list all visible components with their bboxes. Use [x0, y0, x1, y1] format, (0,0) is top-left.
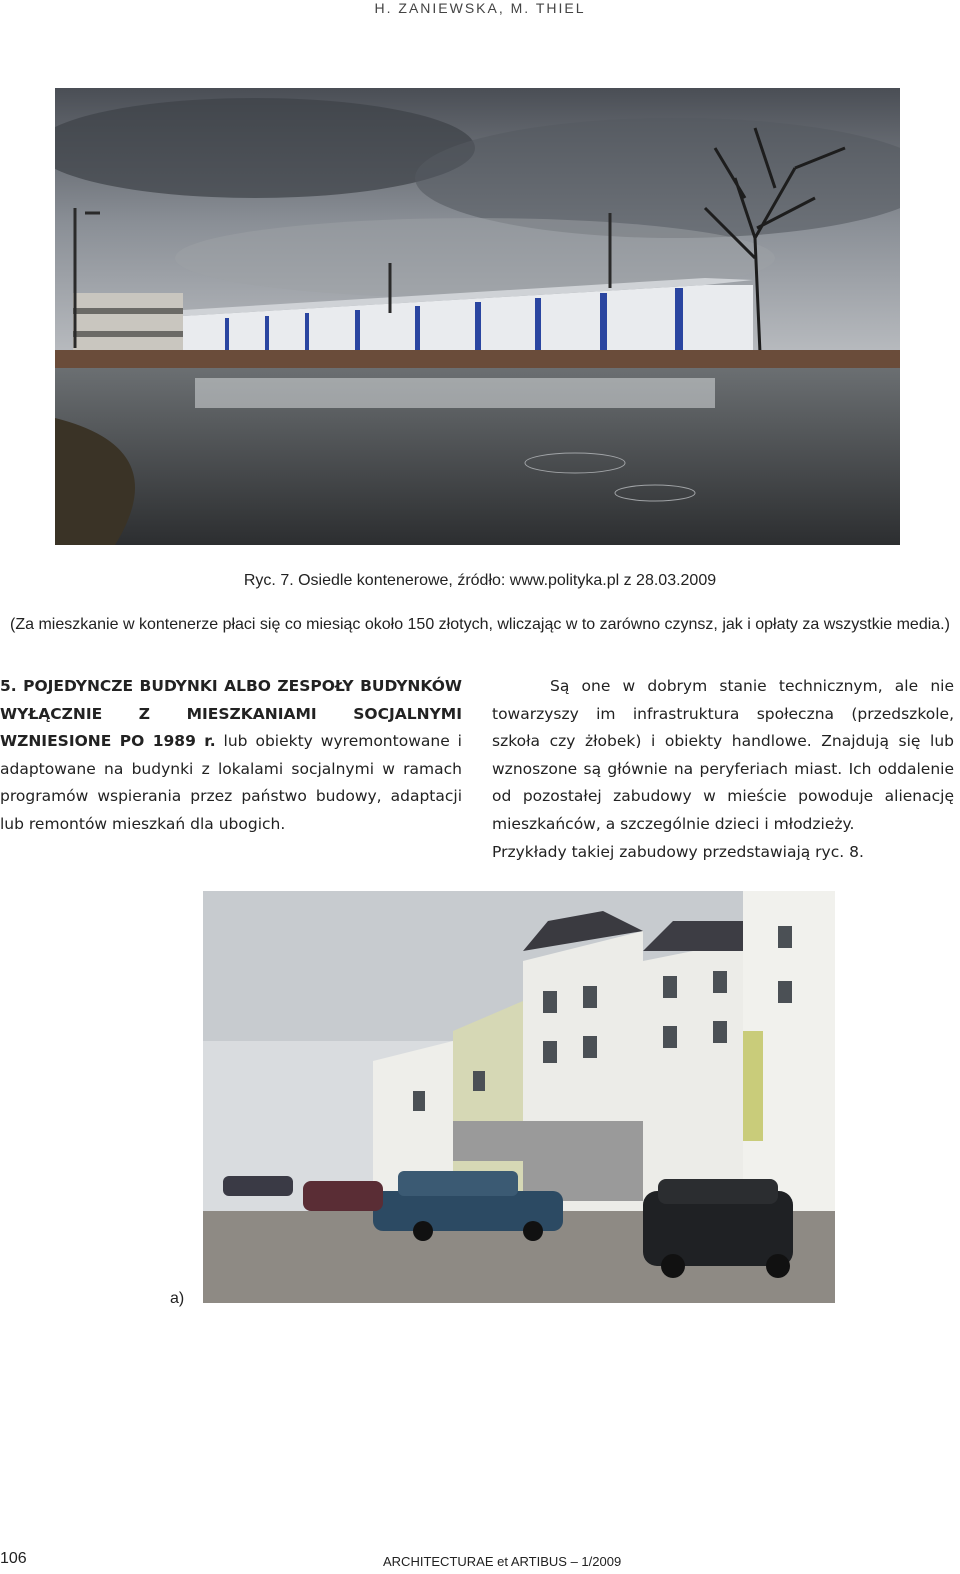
- container-settlement-photo: [55, 88, 900, 545]
- social-housing-buildings-photo-icon: [203, 891, 835, 1303]
- running-header: H. ZANIEWSKA, M. THIEL: [374, 0, 586, 16]
- social-housing-photo: [203, 891, 835, 1303]
- page-number: 106: [0, 1550, 27, 1567]
- figure7-caption: Ryc. 7. Osiedle kontenerowe, źródło: www.polityka.pl z 28.03.2009: [243, 572, 717, 589]
- section-heading: 5. POJEDYNCZE BUDYNKI ALBO ZESPOŁY BUDYNKÓW WYŁĄCZNIE Z MIESZKANIAMI SOCJALNYMI WZNIESIONE PO 1989 r.: [0, 677, 462, 750]
- container-settlement-photo-icon: [55, 88, 900, 545]
- paragraph-1: lub obiekty wyremontowane i adaptowane na budynki z lokalami socjalnymi w ramach programów wspierania przez państwo budowy, adaptacji lub remontów mieszkań dla ubogich.: [0, 732, 462, 833]
- text-column-left: [0, 673, 954, 867]
- paragraph-3: Przykłady takiej zabudowy przedstawiają ryc. 8.: [492, 843, 864, 861]
- figure7-note: (Za mieszkanie w kontenerze płaci się co miesiąc około 150 złotych, wliczając w to zarówno czynsz, jak i opłaty za wszystkie media.): [10, 616, 950, 633]
- figure8-label: a): [170, 1290, 185, 1307]
- journal-footer: ARCHITECTURAE et ARTIBUS – 1/2009: [383, 1554, 622, 1569]
- paragraph-2: [492, 673, 954, 838]
- paragraph-2-text: Są one w dobrym stanie technicznym, ale nie towarzyszy im infrastruktura społeczna (przedszkole, szkoła czy żłobek) i obiekty handlowe. Znajdują się lub wznoszone są głównie na peryferiach miast. Ich oddalenie od pozostałej zabudowy w mieście powoduje alienację mieszkańców, a szczególnie dzieci i młodzieży.: [492, 677, 954, 833]
